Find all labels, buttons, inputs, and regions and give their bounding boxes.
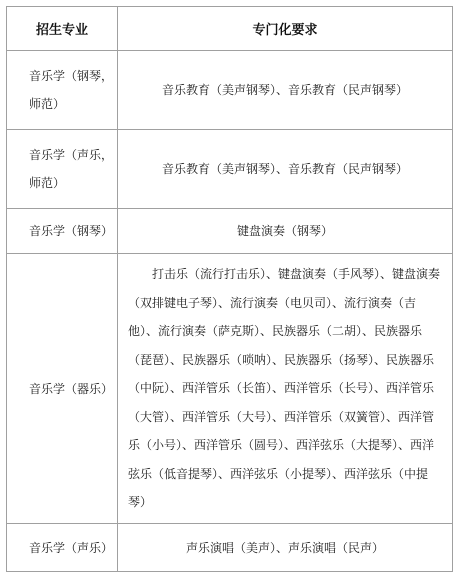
- major-cell: 音乐学（钢琴，师范）: [7, 51, 118, 130]
- table-header-row: [7, 7, 453, 51]
- major-cell: 音乐学（声乐）: [7, 524, 118, 572]
- table-row: [7, 130, 453, 209]
- major-cell: 音乐学（器乐）: [7, 254, 118, 524]
- table-row: [7, 209, 453, 254]
- table-row: [7, 254, 453, 524]
- header-major: 招生专业: [7, 7, 118, 51]
- major-requirements-table: [6, 6, 453, 572]
- major-cell: 音乐学（声乐，师范）: [7, 130, 118, 209]
- requirement-cell: 音乐教育（美声钢琴）、音乐教育（民声钢琴）: [118, 130, 453, 209]
- requirement-cell: 打击乐（流行打击乐）、键盘演奏（手风琴）、键盘演奏（双排键电子琴）、流行演奏（电贝司）、流行演奏（吉他）、流行演奏（萨克斯）、民族器乐（二胡）、民族器乐（琵琶）、民族器乐（唢呐）、民族器乐（扬琴）、民族器乐（中阮）、西洋管乐（长笛）、西洋管乐（长号）、西洋管乐（大管）、西洋管乐（大号）、西洋管乐（双簧管）、西洋管乐（小号）、西洋管乐（圆号）、西洋弦乐（大提琴）、西洋弦乐（低音提琴）、西洋弦乐（小提琴）、西洋弦乐（中提琴）: [118, 254, 453, 524]
- table-row: [7, 524, 453, 572]
- table-row: [7, 51, 453, 130]
- header-requirement: 专门化要求: [118, 7, 453, 51]
- requirement-cell: 声乐演唱（美声）、声乐演唱（民声）: [118, 524, 453, 572]
- requirement-cell: 键盘演奏（钢琴）: [118, 209, 453, 254]
- major-cell: 音乐学（钢琴）: [7, 209, 118, 254]
- requirement-cell: 音乐教育（美声钢琴）、音乐教育（民声钢琴）: [118, 51, 453, 130]
